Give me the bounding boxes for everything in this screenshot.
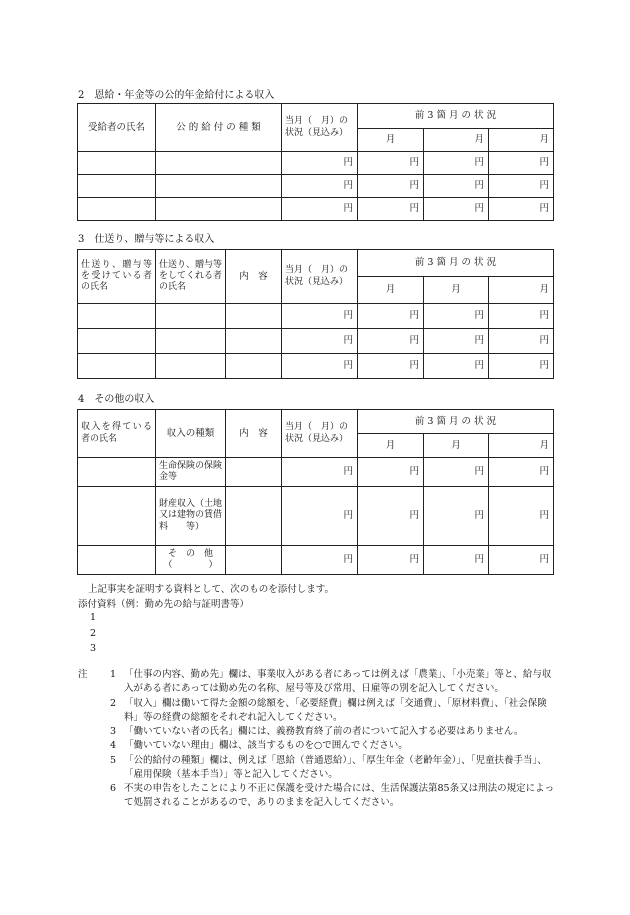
header-sender-name: 仕送り、贈与等をしてくれる者の氏名 xyxy=(156,250,226,304)
month-amount-cell[interactable]: 円 xyxy=(358,152,424,175)
earner-name-cell[interactable] xyxy=(78,487,156,546)
table-row xyxy=(78,175,554,198)
note-item xyxy=(78,782,558,811)
attachment-item-2[interactable]: 2 xyxy=(90,628,97,639)
header-month: 月 xyxy=(358,434,424,458)
current-amount-cell[interactable]: 円 xyxy=(282,152,358,175)
month-amount-cell[interactable]: 円 xyxy=(489,198,554,221)
header-previous-3-months: 前 3 箇 月 の 状 況 xyxy=(358,410,554,434)
sender-name-cell[interactable] xyxy=(156,329,226,354)
recipient-name-cell[interactable] xyxy=(78,152,156,175)
content-cell[interactable] xyxy=(226,329,282,354)
note-item xyxy=(78,697,558,726)
benefit-type-cell[interactable] xyxy=(156,152,282,175)
month-amount-cell[interactable]: 円 xyxy=(358,304,424,329)
header-current-month: 当月（ 月）の状況（見込み） xyxy=(282,410,358,458)
month-amount-cell[interactable]: 円 xyxy=(424,329,489,354)
month-amount-cell[interactable]: 円 xyxy=(358,354,424,379)
month-amount-cell[interactable]: 円 xyxy=(489,304,554,329)
current-amount-cell[interactable]: 円 xyxy=(282,354,358,379)
month-amount-cell[interactable]: 円 xyxy=(424,458,489,487)
note-number: 6 xyxy=(109,783,116,794)
income-type-other: そ の 他（ ） xyxy=(156,546,226,575)
section4-title: 4 その他の収入 xyxy=(78,394,155,405)
sender-name-cell[interactable] xyxy=(156,304,226,329)
note-text: 「公的給付の種類」欄は、例えば「恩給（普通恩給）」、「厚生年金（老齢年金）」、「児童扶養手当」、「雇用保険（基本手当）」等と記入してください。 xyxy=(124,754,547,780)
month-amount-cell[interactable]: 円 xyxy=(489,175,554,198)
section2-title: 2 恩給・年金等の公的年金給付による収入 xyxy=(78,90,275,101)
header-current-month: 当月（ 月）の状況（見込み） xyxy=(282,250,358,304)
notes-section xyxy=(78,668,558,811)
month-amount-cell[interactable]: 円 xyxy=(489,329,554,354)
month-amount-cell[interactable]: 円 xyxy=(424,198,489,221)
month-amount-cell[interactable]: 円 xyxy=(489,152,554,175)
note-number: 1 xyxy=(109,669,116,680)
note-item xyxy=(78,668,558,697)
public-pension-table xyxy=(77,103,554,221)
month-amount-cell[interactable]: 円 xyxy=(489,458,554,487)
month-amount-cell[interactable]: 円 xyxy=(424,354,489,379)
current-amount-cell[interactable]: 円 xyxy=(282,329,358,354)
month-amount-cell[interactable]: 円 xyxy=(424,487,489,546)
table-row xyxy=(78,329,554,354)
table-row xyxy=(78,198,554,221)
current-amount-cell[interactable]: 円 xyxy=(282,175,358,198)
current-amount-cell[interactable]: 円 xyxy=(282,198,358,221)
section3-title: 3 仕送り、贈与等による収入 xyxy=(78,234,215,245)
month-amount-cell[interactable]: 円 xyxy=(358,458,424,487)
earner-name-cell[interactable] xyxy=(78,458,156,487)
attachment-item-3[interactable]: 3 xyxy=(90,643,97,654)
header-previous-3-months: 前 3 箇 月 の 状 況 xyxy=(358,104,554,129)
header-earner-name: 収入を得ている者の氏名 xyxy=(78,410,156,458)
note-text: 不実の申告をしたことにより不正に保護を受けた場合には、生活保護法第85条又は刑法の規定によって処罰されることがあるので、ありのままを記入してください。 xyxy=(124,783,555,809)
attachment-label: 添付資料（例：勤め先の給与証明書等） xyxy=(78,599,250,610)
header-current-month: 当月（ 月）の状況（見込み） xyxy=(282,104,358,152)
content-cell[interactable] xyxy=(226,487,282,546)
header-month: 月 xyxy=(424,129,489,152)
note-text: 「仕事の内容、勤め先」欄は、事業収入がある者にあっては例えば「農業」、「小売業」等と、給与収入がある者にあっては勤め先の名称、屋号等及び常用、日雇等の別を記入してください。 xyxy=(124,669,552,695)
sender-name-cell[interactable] xyxy=(156,354,226,379)
receiver-name-cell[interactable] xyxy=(78,304,156,329)
header-month: 月 xyxy=(424,277,489,304)
table-row xyxy=(78,458,554,487)
notes-label: 注 xyxy=(78,669,88,680)
header-recipient-name: 受給者の氏名 xyxy=(78,104,156,152)
note-number: 3 xyxy=(109,726,116,737)
benefit-type-cell[interactable] xyxy=(156,175,282,198)
receiver-name-cell[interactable] xyxy=(78,354,156,379)
note-text: 「働いていない者の氏名」欄には、義務教育終了前の者について記入する必要はありません。 xyxy=(124,726,524,737)
month-amount-cell[interactable]: 円 xyxy=(358,175,424,198)
table-row xyxy=(78,546,554,575)
month-amount-cell[interactable]: 円 xyxy=(424,546,489,575)
attachment-item-1[interactable]: 1 xyxy=(90,612,97,623)
current-amount-cell[interactable]: 円 xyxy=(282,546,358,575)
earner-name-cell[interactable] xyxy=(78,546,156,575)
header-month: 月 xyxy=(489,434,554,458)
other-income-table xyxy=(77,409,554,575)
attachment-statement: 上記事実を証明する資料として、次のものを添付します。 xyxy=(88,584,335,595)
current-amount-cell[interactable]: 円 xyxy=(282,304,358,329)
month-amount-cell[interactable]: 円 xyxy=(489,487,554,546)
note-item xyxy=(78,725,558,739)
receiver-name-cell[interactable] xyxy=(78,329,156,354)
header-month: 月 xyxy=(424,434,489,458)
month-amount-cell[interactable]: 円 xyxy=(424,304,489,329)
remittance-table xyxy=(77,249,554,379)
header-content: 内 容 xyxy=(226,410,282,458)
content-cell[interactable] xyxy=(226,354,282,379)
table-row xyxy=(78,304,554,329)
header-receiver-name: 仕送り、贈与等を受けている者の氏名 xyxy=(78,250,156,304)
note-number: 2 xyxy=(109,697,116,709)
note-text: 「収入」欄は働いて得た金額の総額を、「必要経費」欄は例えば「交通費」、「原材料費」、「社会保険料」等の経費の総額をそれぞれ記入してください。 xyxy=(124,697,547,723)
table-row xyxy=(78,487,554,546)
month-amount-cell[interactable]: 円 xyxy=(358,546,424,575)
income-type-property: 財産収入（土地又は建物の賃借料 等） xyxy=(156,487,226,546)
benefit-type-cell[interactable] xyxy=(156,198,282,221)
table-row xyxy=(78,354,554,379)
header-month: 月 xyxy=(358,129,424,152)
header-month: 月 xyxy=(489,277,554,304)
note-item xyxy=(78,739,558,753)
note-number: 4 xyxy=(109,740,116,752)
header-month: 月 xyxy=(489,129,554,152)
current-amount-cell[interactable]: 円 xyxy=(282,487,358,546)
month-amount-cell[interactable]: 円 xyxy=(424,175,489,198)
table-row xyxy=(78,152,554,175)
income-type-life-insurance: 生命保険の保険金等 xyxy=(156,458,226,487)
note-number: 5 xyxy=(109,754,116,766)
header-income-type: 収入の種類 xyxy=(156,410,226,458)
content-cell[interactable] xyxy=(226,458,282,487)
month-amount-cell[interactable]: 円 xyxy=(358,198,424,221)
month-amount-cell[interactable]: 円 xyxy=(358,329,424,354)
header-previous-3-months: 前 3 箇 月 の 状 況 xyxy=(358,250,554,277)
month-amount-cell[interactable]: 円 xyxy=(358,487,424,546)
current-amount-cell[interactable]: 円 xyxy=(282,458,358,487)
month-amount-cell[interactable]: 円 xyxy=(489,354,554,379)
header-month: 月 xyxy=(358,277,424,304)
recipient-name-cell[interactable] xyxy=(78,198,156,221)
header-benefit-type: 公 的 給 付 の 種 類 xyxy=(156,104,282,152)
content-cell[interactable] xyxy=(226,304,282,329)
month-amount-cell[interactable]: 円 xyxy=(424,152,489,175)
month-amount-cell[interactable]: 円 xyxy=(489,546,554,575)
recipient-name-cell[interactable] xyxy=(78,175,156,198)
note-item xyxy=(78,754,558,783)
content-cell[interactable] xyxy=(226,546,282,575)
note-text: 「働いていない理由」欄は、該当するものを○で囲んでください。 xyxy=(124,740,408,752)
header-content: 内 容 xyxy=(226,250,282,304)
